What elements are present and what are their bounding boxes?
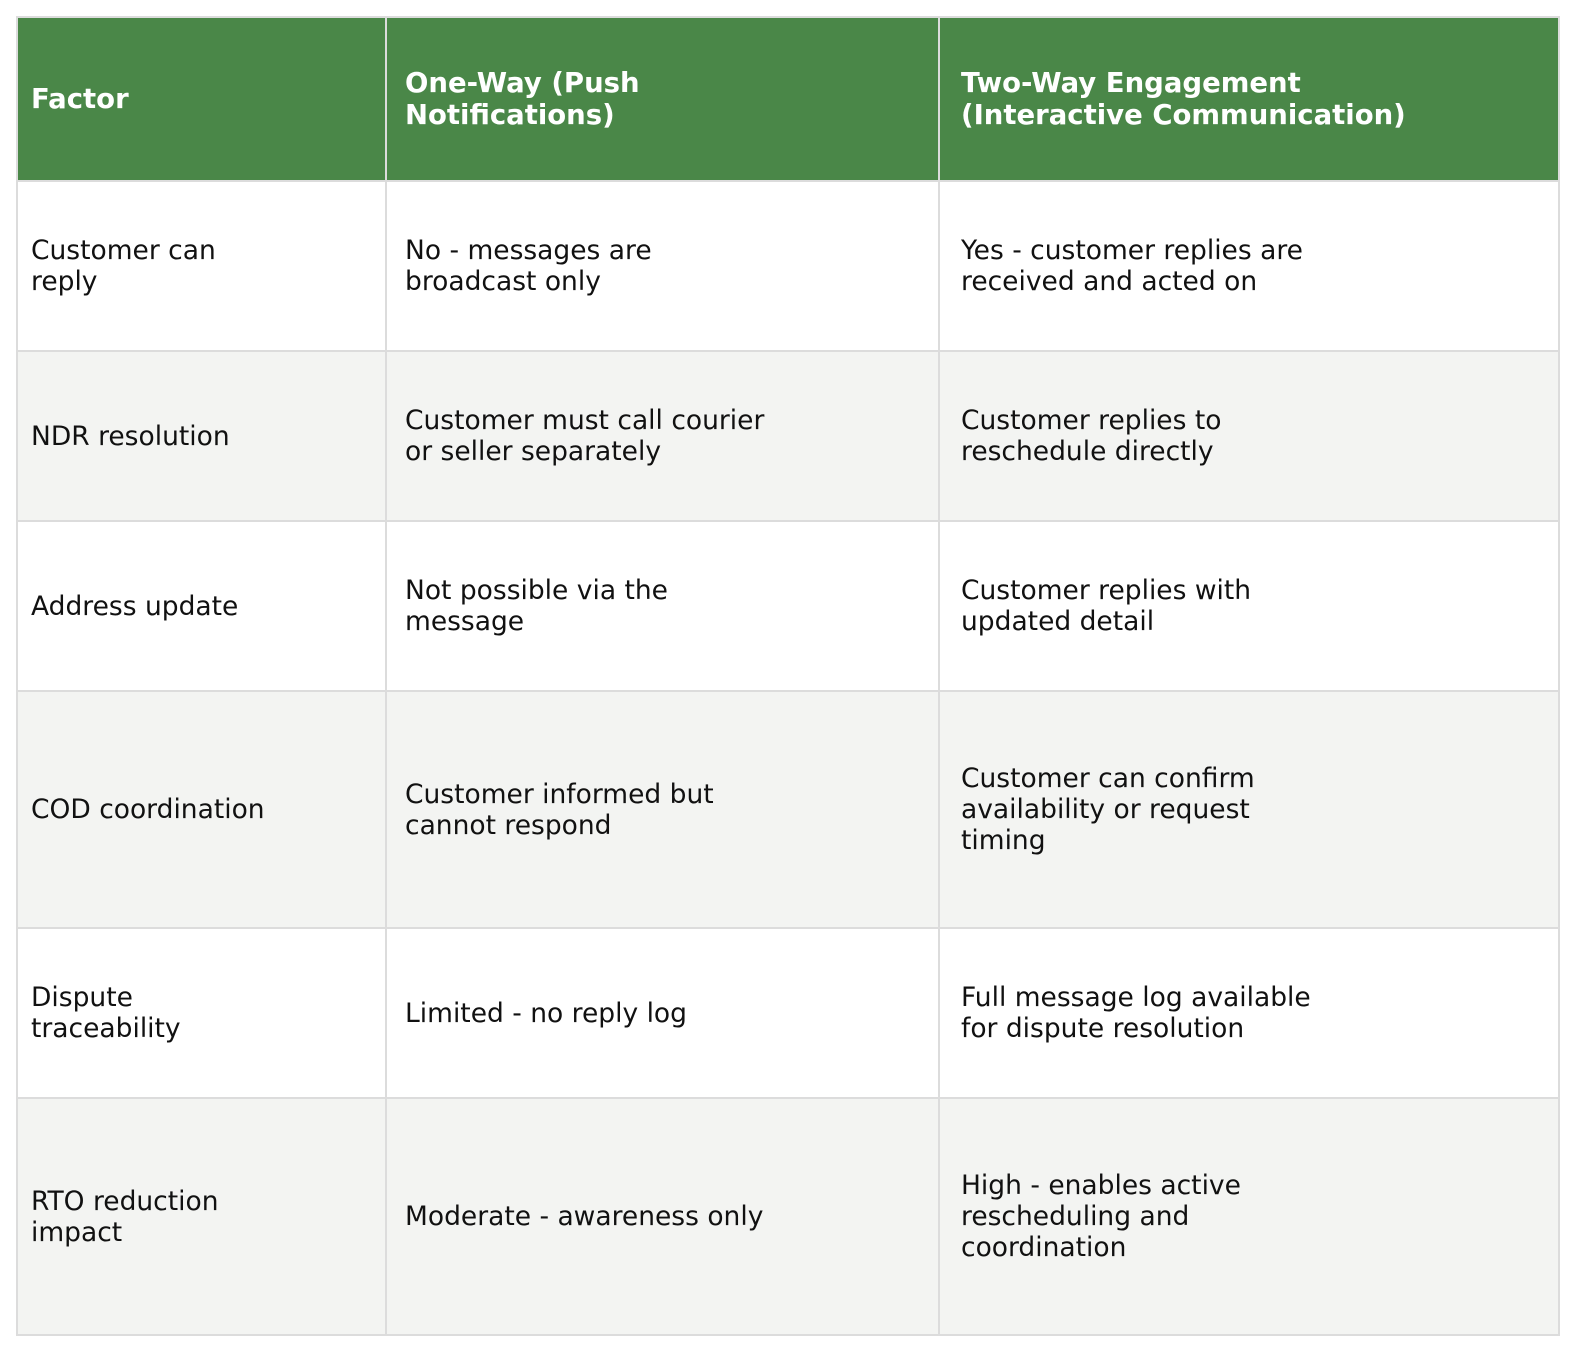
one-way-cell: Customer informed but cannot respond <box>386 691 939 928</box>
table-row <box>17 181 1559 351</box>
one-way-cell: Customer must call courier or seller separately <box>386 351 939 521</box>
table-body <box>17 181 1559 1335</box>
factor-cell: NDR resolution <box>17 351 386 521</box>
two-way-cell: Full message log available for dispute resolution <box>939 928 1559 1098</box>
factor-cell: COD coordination <box>17 691 386 928</box>
two-way-cell: Customer can confirm availability or request timing <box>939 691 1559 928</box>
one-way-cell: Limited - no reply log <box>386 928 939 1098</box>
header-one-way: One-Way (Push Notifications) <box>386 17 939 181</box>
table-row <box>17 521 1559 691</box>
two-way-cell: Yes - customer replies are received and acted on <box>939 181 1559 351</box>
comparison-table <box>16 16 1560 1336</box>
two-way-cell: High - enables active rescheduling and coordination <box>939 1098 1559 1335</box>
factor-cell: RTO reduction impact <box>17 1098 386 1335</box>
table-header <box>17 17 1559 181</box>
table-row <box>17 928 1559 1098</box>
table-row <box>17 691 1559 928</box>
header-two-way: Two-Way Engagement (Interactive Communication) <box>939 17 1559 181</box>
factor-cell: Dispute traceability <box>17 928 386 1098</box>
one-way-cell: Not possible via the message <box>386 521 939 691</box>
one-way-cell: No - messages are broadcast only <box>386 181 939 351</box>
header-factor: Factor <box>17 17 386 181</box>
factor-cell: Address update <box>17 521 386 691</box>
two-way-cell: Customer replies with updated detail <box>939 521 1559 691</box>
one-way-cell: Moderate - awareness only <box>386 1098 939 1335</box>
two-way-cell: Customer replies to reschedule directly <box>939 351 1559 521</box>
factor-cell: Customer can reply <box>17 181 386 351</box>
header-row <box>17 17 1559 181</box>
table-row <box>17 1098 1559 1335</box>
table-row <box>17 351 1559 521</box>
